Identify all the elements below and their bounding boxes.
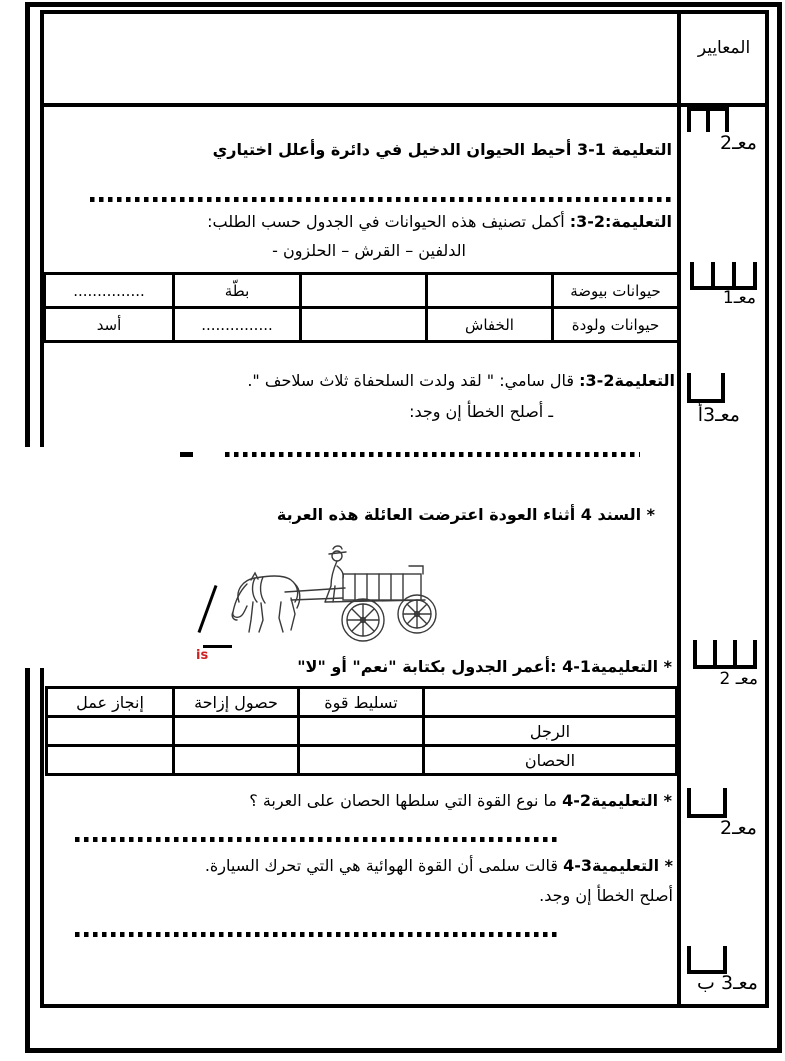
question-4-3-number: * التعليمية3-4 [563, 856, 673, 875]
instruction-3-3-text: قال سامي: " لقد ولدت السلحفاة ثلاث سلاحف ". [247, 371, 580, 390]
answer-cell: ............... [174, 308, 301, 342]
answer-dotted-line [225, 452, 640, 457]
column-header-displacement: حصول إزاحة [174, 688, 299, 717]
instruction-3-3-number: التعليمة2-3: [579, 371, 675, 390]
inner-border-left-lower [40, 668, 44, 1008]
fix-error-prompt: أصلح الخطأ إن وجد. [539, 886, 673, 905]
inner-border-left-upper [40, 10, 44, 447]
score-box-3cell [690, 262, 757, 290]
pen-stroke-mark [198, 585, 218, 633]
table-row [45, 274, 679, 308]
answer-cell [299, 746, 424, 775]
score-box-1cell [687, 373, 725, 403]
question-4-2-number: * التعليمية2-4 [562, 791, 672, 810]
given-cell: أسد [45, 308, 174, 342]
score-box-2cell [687, 107, 729, 132]
inner-border-top [40, 10, 769, 14]
header-row-divider [40, 103, 769, 107]
answer-cell [301, 308, 427, 342]
score-box-1cell [687, 946, 727, 974]
criteria-label-5: معـ2 [719, 817, 757, 839]
answer-cell: ............... [45, 274, 174, 308]
instruction-3-1: التعليمة 1-3 أحيط الحيوان الدخيل في دائرة وأعلل اختياري [212, 140, 672, 159]
criteria-label-1: معـ2 [719, 132, 757, 154]
table-row [45, 308, 679, 342]
column-header-work: إنجاز عمل [47, 688, 174, 717]
table-row [47, 746, 677, 775]
inner-border-right [765, 10, 769, 1008]
instruction-3-3 [247, 371, 675, 390]
row-header-horse: الحصان [424, 746, 677, 775]
answer-cell [174, 717, 299, 746]
outer-border-left-upper [25, 2, 30, 447]
answer-cell [47, 746, 174, 775]
answer-cell [427, 274, 553, 308]
fix-error-prompt: ـ أصلح الخطأ إن وجد: [409, 402, 553, 421]
criteria-label-6: معـ3 ب [697, 972, 758, 994]
given-cell: بطّة [174, 274, 301, 308]
animal-classification-table [43, 272, 680, 343]
support-4-title: * السند 4 أثناء العودة اعترضت العائلة هذه العربة [276, 505, 655, 524]
score-box-1cell [687, 788, 727, 818]
answer-dotted-line [75, 932, 557, 937]
question-4-2-text: ما نوع القوة التي سلطها الحصان على العربة ؟ [249, 791, 563, 810]
animals-word-bank: الدلفين – القرش – الحلزون - [272, 241, 466, 260]
criteria-label-2: معـ1 [722, 288, 756, 308]
outer-border-bottom [25, 1048, 782, 1053]
score-box-3cell [693, 640, 757, 669]
horse-cart-image [225, 540, 440, 648]
instruction-3-2-text: أكمل تصنيف هذه الحيوانات في الجدول حسب الطلب: [207, 212, 570, 231]
row-header-man: الرجل [424, 717, 677, 746]
outer-border-right [777, 2, 782, 1053]
column-header-force: تسليط قوة [299, 688, 424, 717]
answer-dotted-line [75, 837, 557, 842]
question-4-1: * التعليمية1-4 :أعمر الجدول بكتابة "نعم" أو "لا" [297, 657, 672, 676]
outer-border-top [25, 2, 782, 7]
outer-border-left-lower [25, 668, 30, 1053]
given-cell: الخفاش [427, 308, 553, 342]
inner-border-bottom [40, 1004, 769, 1008]
answer-cell [299, 717, 424, 746]
row-header-viviparous: حيوانات ولودة [553, 308, 679, 342]
answer-cell [301, 274, 427, 308]
yes-no-table [45, 686, 678, 776]
criteria-header: المعايير [697, 38, 751, 58]
answer-cell [47, 717, 174, 746]
question-4-3-text: قالت سلمى أن القوة الهوائية هي التي تحرك السيارة. [204, 856, 564, 875]
instruction-3-2 [207, 212, 672, 231]
answer-cell [174, 746, 299, 775]
question-4-2 [249, 791, 672, 810]
table-row [47, 717, 677, 746]
question-4-3 [205, 856, 673, 875]
table-header-row [47, 688, 677, 717]
answer-dotted-line [90, 197, 672, 202]
red-annotation: is [196, 648, 209, 663]
corner-cell [424, 688, 677, 717]
criteria-column-divider [677, 10, 681, 1008]
row-header-oviparous: حيوانات بيوضة [553, 274, 679, 308]
dash-mark [180, 452, 193, 457]
instruction-3-2-number: التعليمة:2-3: [569, 212, 672, 231]
criteria-label-3: معـ3أ [697, 404, 740, 426]
criteria-label-4: معـ 2 [719, 669, 758, 689]
